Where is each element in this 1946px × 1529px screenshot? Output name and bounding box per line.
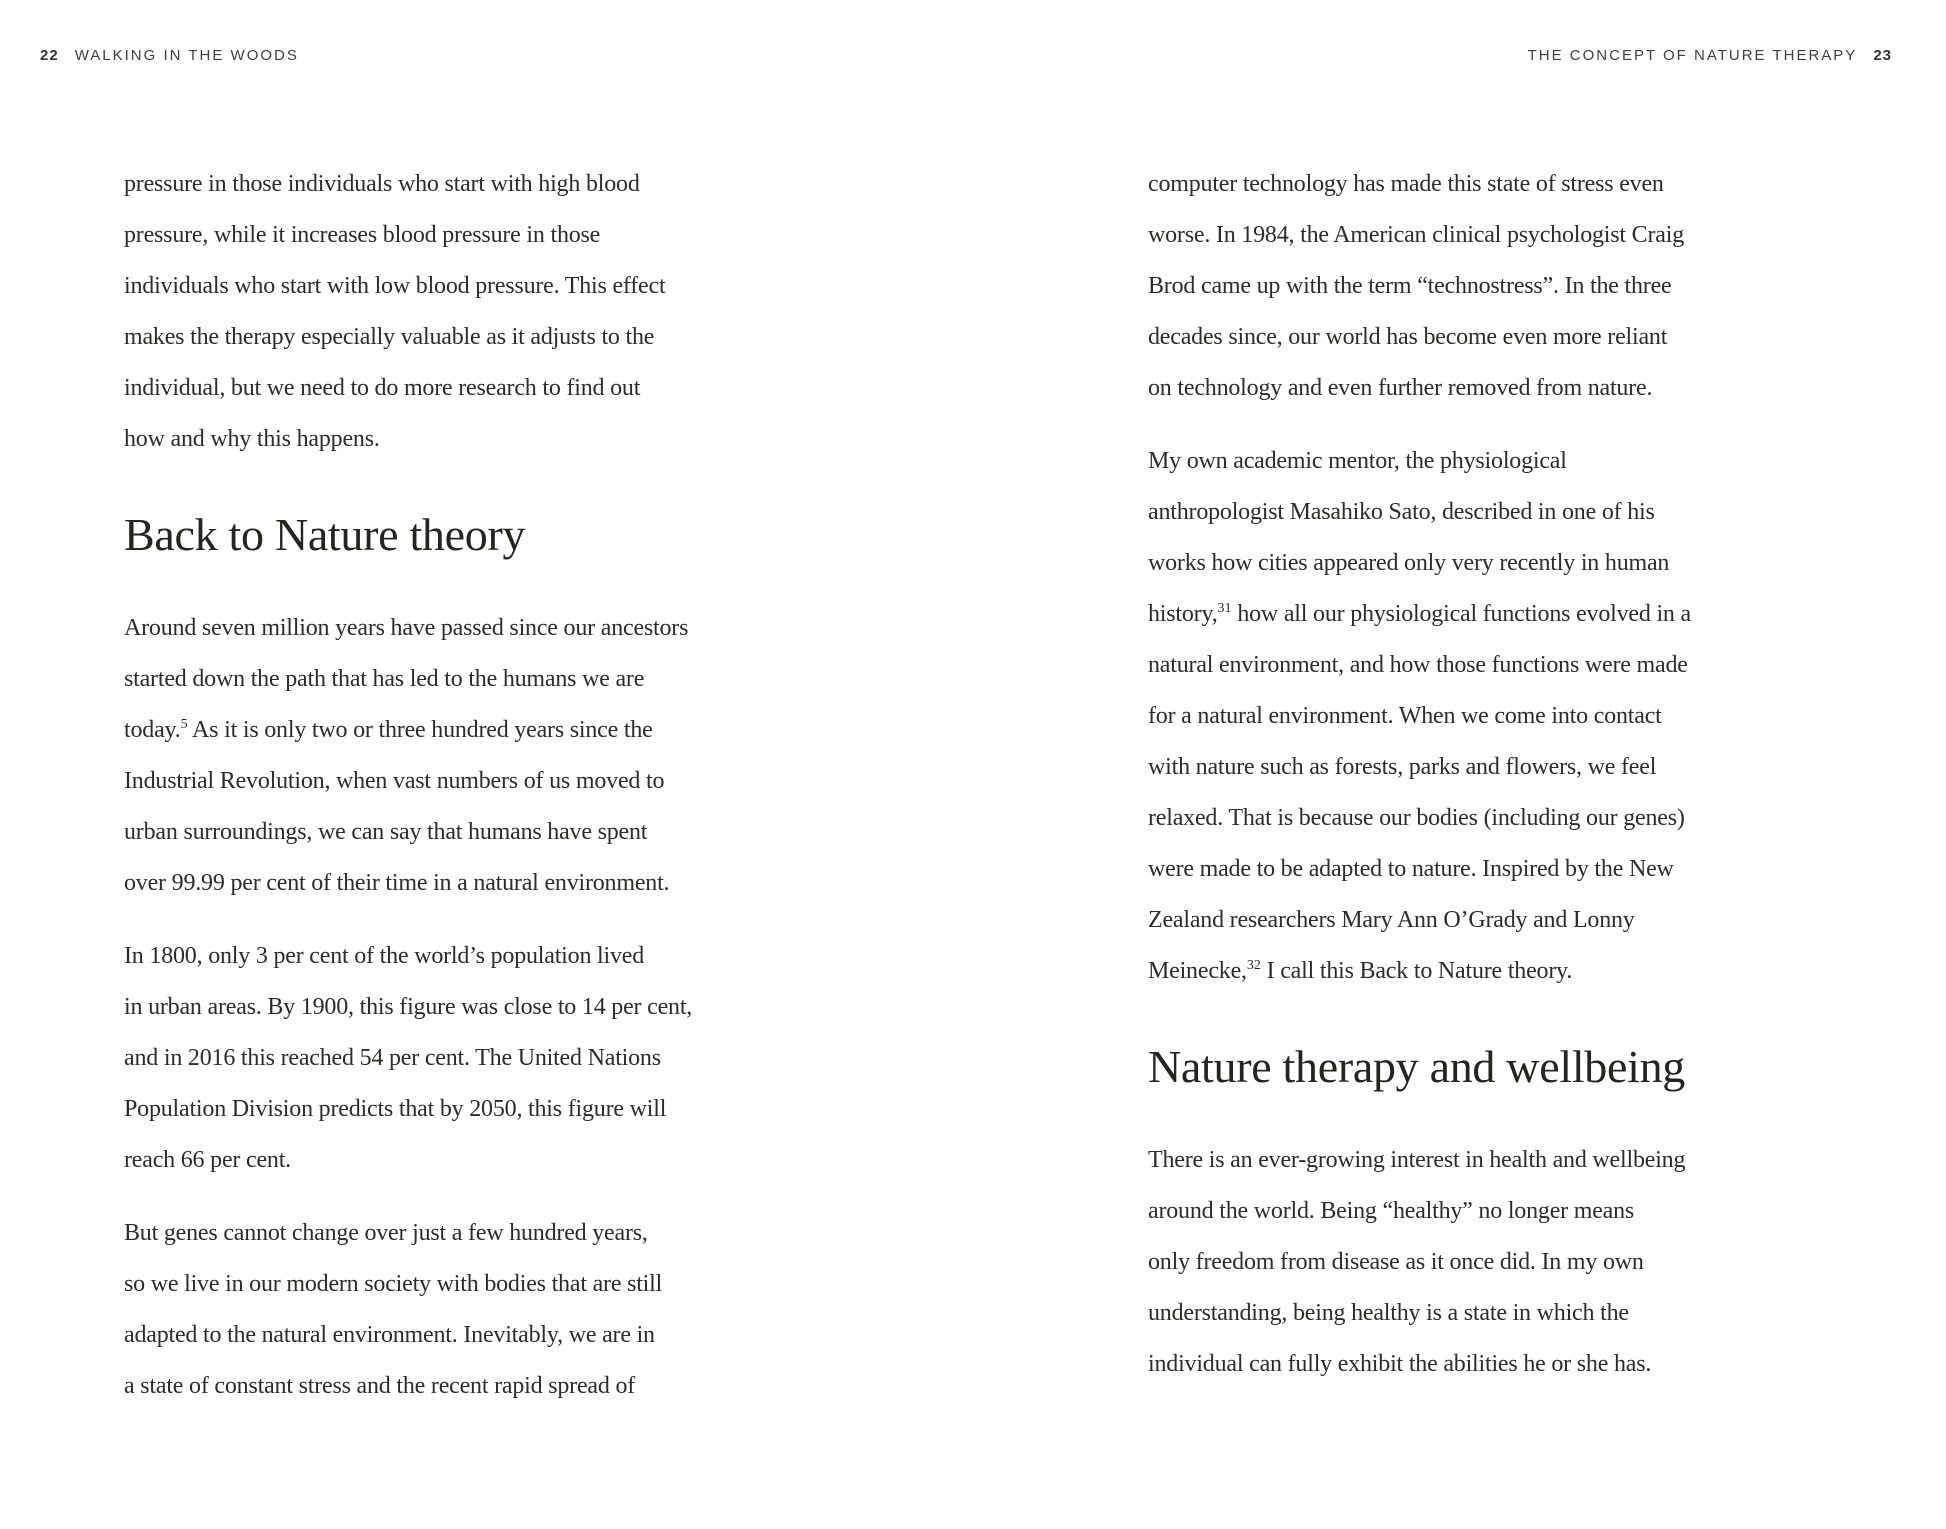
text-line: individual, but we need to do more research to find out (124, 375, 641, 401)
text-line: Zealand researchers Mary Ann O’Grady and Lonny (1148, 907, 1635, 933)
text-line: individuals who start with low blood pressure. This effect (124, 273, 666, 299)
text-line: for a natural environment. When we come into contact (1148, 703, 1662, 729)
text-line: individual can fully exhibit the abilities he or she has. (1148, 1351, 1652, 1377)
text-line: only freedom from disease as it once did. In my own (1148, 1249, 1644, 1275)
paragraph-blood-pressure-effect (124, 159, 784, 465)
text-line: adapted to the natural environment. Inevitably, we are in (124, 1322, 655, 1348)
text-line: Brod came up with the term “technostress”. In the three (1148, 273, 1672, 299)
text-line: My own academic mentor, the physiological (1148, 448, 1567, 474)
text-line: decades since, our world has become even more reliant (1148, 324, 1668, 350)
text-line: and in 2016 this reached 54 per cent. The United Nations (124, 1045, 661, 1071)
text-line: worse. In 1984, the American clinical psychologist Craig (1148, 222, 1685, 248)
left-running-head (40, 46, 299, 66)
footnote-reference: 31 (1217, 601, 1232, 616)
left-page-number: 22 (40, 47, 59, 64)
text-line: computer technology has made this state of stress even (1148, 171, 1664, 197)
text-line: pressure, while it increases blood pressure in those (124, 222, 601, 248)
right-running-head (1528, 46, 1892, 66)
text-line: But genes cannot change over just a few hundred years, (124, 1220, 648, 1246)
left-page-body (124, 159, 784, 1434)
text-line: Industrial Revolution, when vast numbers of us moved to (124, 768, 665, 794)
heading-nature-therapy-and-wellbeing: Nature therapy and wellbeing (1148, 1041, 1685, 1092)
text-line: so we live in our modern society with bodies that are still (124, 1271, 663, 1297)
right-running-title: THE CONCEPT OF NATURE THERAPY (1527, 47, 1858, 64)
text-line: urban surroundings, we can say that humans have spent (124, 819, 648, 845)
text-line: In 1800, only 3 per cent of the world’s population lived (124, 943, 645, 969)
text-line: pressure in those individuals who start with high blood (124, 171, 640, 197)
footnote-reference: 32 (1246, 958, 1261, 973)
text-line: understanding, being healthy is a state in which the (1148, 1300, 1629, 1326)
paragraph-urban-population-figures (124, 931, 784, 1186)
text-line: today.$^5$ As it is only two or three hundred years since the (124, 717, 653, 743)
footnote-reference: 5 (180, 717, 188, 732)
text-line: history,$^{31}$ how all our physiological functions evolved in a (1148, 601, 1691, 627)
text-line: relaxed. That is because our bodies (including our genes) (1148, 805, 1685, 831)
text-line: works how cities appeared only very recently in human (1148, 550, 1670, 576)
right-page-number: 23 (1873, 47, 1892, 64)
text-line: in urban areas. By 1900, this figure was close to 14 per cent, (124, 994, 693, 1020)
left-running-title: WALKING IN THE WOODS (74, 47, 299, 64)
text-line: were made to be adapted to nature. Inspired by the New (1148, 856, 1674, 882)
paragraph-technostress (1148, 159, 1828, 414)
text-line: around the world. Being “healthy” no longer means (1148, 1198, 1635, 1224)
text-line: a state of constant stress and the recent rapid spread of (124, 1373, 636, 1399)
text-line: natural environment, and how those functions were made (1148, 652, 1688, 678)
text-line: on technology and even further removed from nature. (1148, 375, 1653, 401)
right-page-body (1148, 159, 1828, 1412)
text-line: There is an ever-growing interest in health and wellbeing (1148, 1147, 1686, 1173)
text-line: started down the path that has led to the humans we are (124, 666, 645, 692)
text-line: anthropologist Masahiko Sato, described in one of his (1148, 499, 1655, 525)
paragraph-health-and-wellbeing (1148, 1135, 1828, 1390)
text-line: Meinecke,$^{32}$ I call this Back to Nature theory. (1148, 958, 1573, 984)
text-line: makes the therapy especially valuable as it adjusts to the (124, 324, 655, 350)
text-line: how and why this happens. (124, 426, 380, 452)
paragraph-academic-mentor (1148, 436, 1828, 997)
paragraph-seven-million-years (124, 603, 784, 909)
text-line: Around seven million years have passed since our ancestors (124, 615, 689, 641)
text-line: reach 66 per cent. (124, 1147, 291, 1173)
paragraph-genes-cannot-change (124, 1208, 784, 1412)
text-line: with nature such as forests, parks and flowers, we feel (1148, 754, 1657, 780)
heading-back-to-nature-theory: Back to Nature theory (124, 509, 526, 560)
text-line: over 99.99 per cent of their time in a natural environment. (124, 870, 670, 896)
text-line: Population Division predicts that by 2050, this figure will (124, 1096, 667, 1122)
